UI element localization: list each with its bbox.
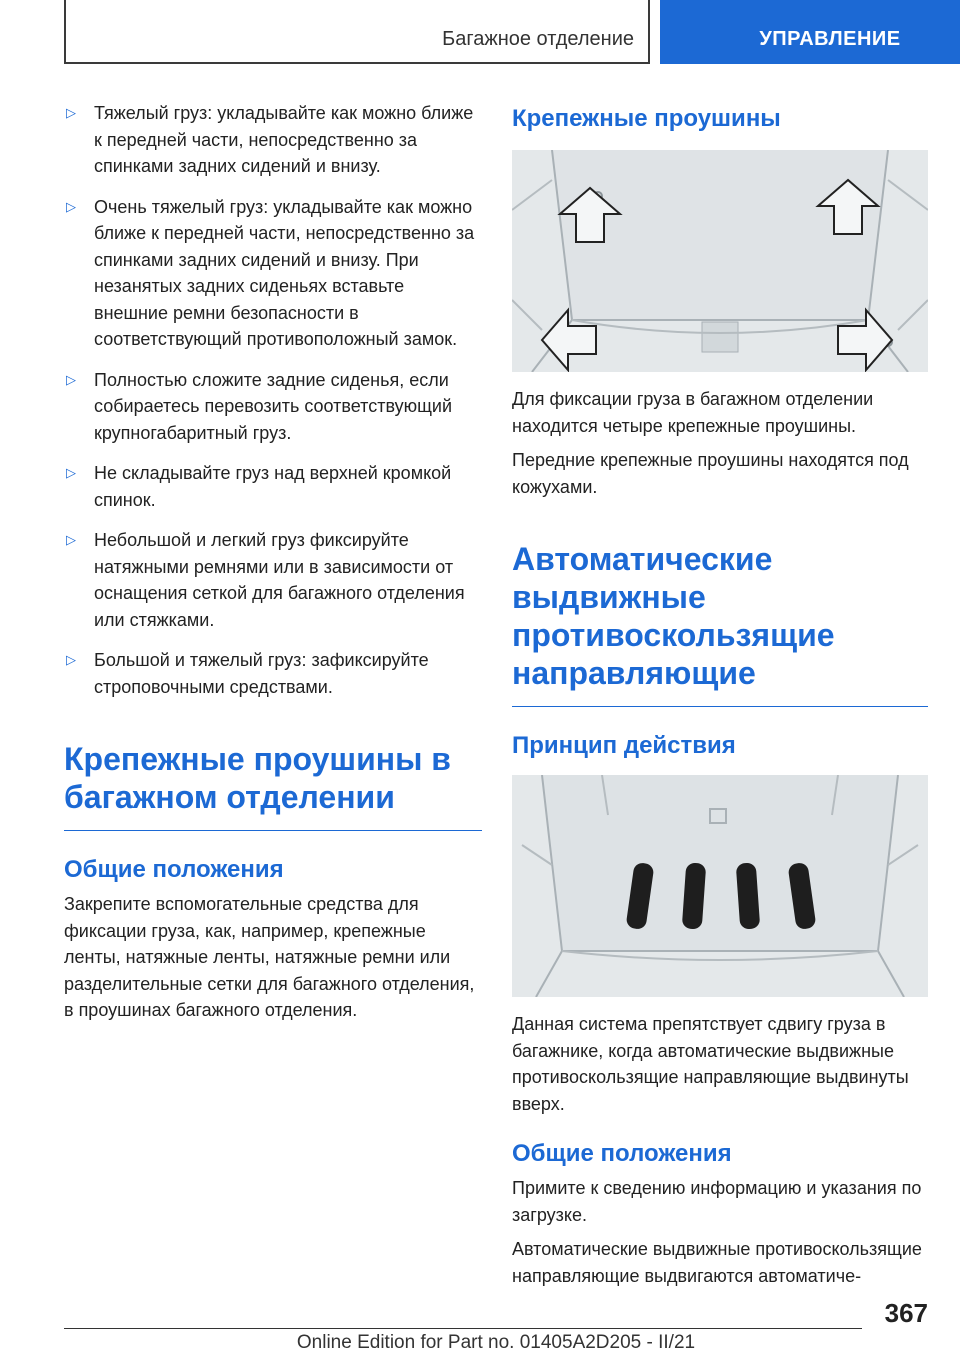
trunk-illustration bbox=[512, 150, 928, 372]
left-column bbox=[64, 100, 482, 1024]
bullet-triangle-icon: ▷ bbox=[66, 532, 76, 547]
lashing-paragraph-2: Передние крепежные проушины находятся под кожухами. bbox=[512, 450, 909, 497]
bullet-triangle-icon: ▷ bbox=[66, 105, 76, 120]
general-paragraph: Закрепите вспомогательные средства для фиксации груза, как, например, крепежные ленты, натяжные ленты, натяжные ремни или разделительные сетки для багажного отделения, в проушинах багажного отделения. bbox=[64, 894, 475, 1020]
bullet-triangle-icon: ▷ bbox=[66, 652, 76, 667]
list-item: ▷ Очень тяжелый груз: укладывайте как можно ближе к передней части, непосредственно за спинками задних сидений и внизу. При незанятых задних сиденьях вставьте внешние ремни безопасности в соответствующий противоположный замок. bbox=[64, 194, 482, 353]
lashing-eyes-heading: Крепежные проушины в багажном отделении bbox=[64, 740, 482, 831]
lashing-paragraph-1: Для фиксации груза в багажном отделении находится четыре крепежные проушины. bbox=[512, 389, 874, 436]
lashing-heading: Крепежные проушины bbox=[512, 105, 781, 132]
list-item: ▷ Большой и тяжелый груз: зафиксируйте строповочными средствами. bbox=[64, 647, 482, 700]
chapter-tab-label: УПРАВЛЕНИЕ bbox=[759, 28, 901, 50]
rails-illustration bbox=[512, 775, 928, 997]
right-column bbox=[512, 100, 928, 1289]
list-item: ▷ Тяжелый груз: укладывайте как можно ближе к передней части, непосредственно за спинками задних сидений и внизу. bbox=[64, 100, 482, 180]
page-number: 367 bbox=[884, 1298, 928, 1328]
principle-paragraph: Данная система препятствует сдвигу груза в багажнике, когда автоматические выдвижные противоскользящие направляющие выдвинуты вверх. bbox=[512, 1014, 909, 1114]
footer-edition-text: Online Edition for Part no. 01405A2D205 - II/21 bbox=[296, 1332, 696, 1353]
list-item: ▷ Не складывайте груз над верхней кромкой спинок. bbox=[64, 460, 482, 513]
chapter-tab[interactable] bbox=[660, 0, 960, 64]
principle-heading: Принцип действия bbox=[512, 732, 736, 759]
general-paragraph-2: Автоматические выдвижные противоскользящие направляющие выдвигаются автоматиче- bbox=[512, 1239, 922, 1286]
list-item: ▷ Полностью сложите задние сиденья, если собираетесь перевозить соответствующий крупногабаритный груз. bbox=[64, 367, 482, 447]
bullet-triangle-icon: ▷ bbox=[66, 198, 76, 214]
general-heading: Общие положения bbox=[64, 856, 284, 883]
general-paragraph-1: Примите к сведению информацию и указания по загрузке. bbox=[512, 1178, 922, 1225]
section-title: Багажное отделение bbox=[442, 28, 634, 50]
loading-bullet-list bbox=[64, 100, 482, 700]
bullet-triangle-icon: ▷ bbox=[66, 371, 76, 387]
general-heading-2: Общие положения bbox=[512, 1140, 732, 1167]
list-item: ▷ Небольшой и легкий груз фиксируйте натяжными ремнями или в зависимости от оснащения сеткой для багажного отделения или стяжками. bbox=[64, 527, 482, 633]
rails-figure bbox=[512, 775, 928, 997]
footer-divider bbox=[64, 1328, 862, 1329]
bullet-triangle-icon: ▷ bbox=[66, 465, 76, 480]
rails-heading: Автоматические выдвижные противоскользящие направляющие bbox=[512, 540, 928, 707]
lashing-eyes-figure bbox=[512, 150, 928, 372]
